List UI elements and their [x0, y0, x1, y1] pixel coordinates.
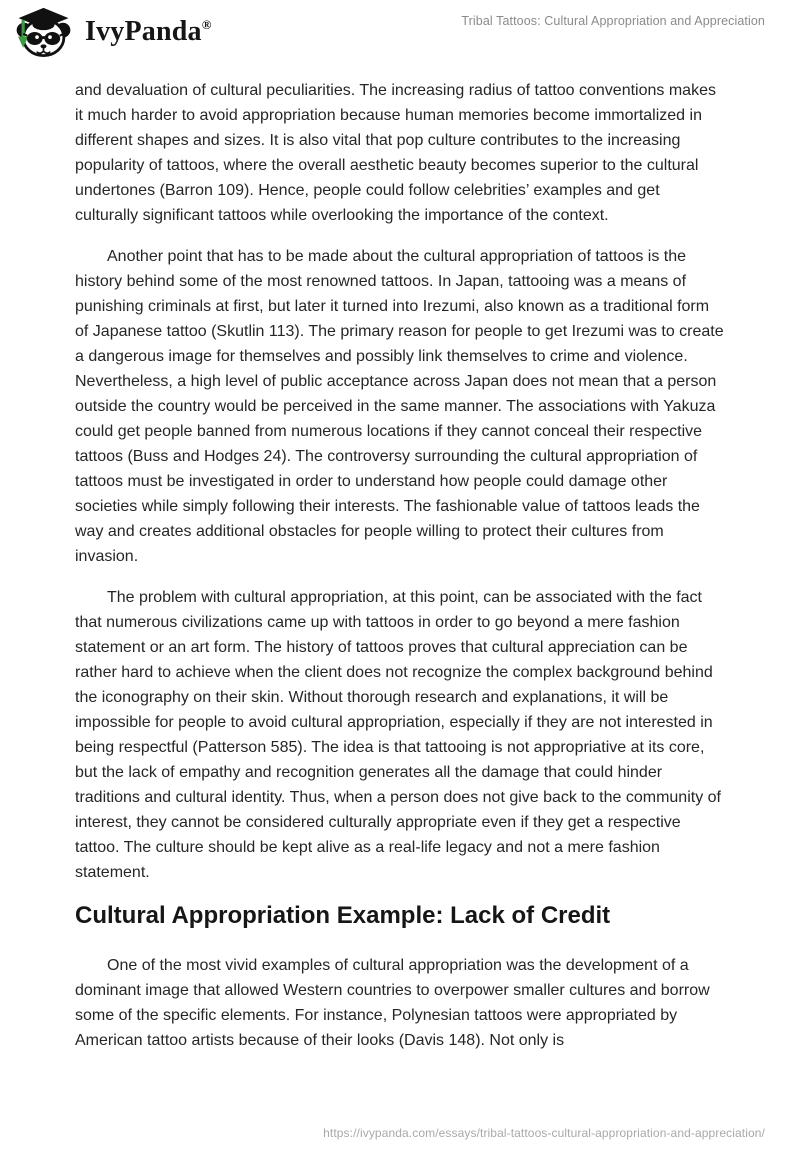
document-title: Tribal Tattoos: Cultural Appropriation and Appreciation	[461, 14, 765, 28]
registered-trademark: ®	[201, 17, 212, 32]
essay-body	[75, 78, 725, 1069]
footer-url: https://ivypanda.com/essays/tribal-tattoos-cultural-appropriation-and-appreciation/	[323, 1126, 765, 1140]
print-header	[0, 0, 800, 60]
paragraph: and devaluation of cultural peculiarities. The increasing radius of tattoo conventions makes it much harder to avoid appropriation because human memories become immortalized in different shapes and sizes. It is also vital that pop culture contributes to the increasing popularity of tattoos, where the overall aesthetic beauty becomes superior to the cultural undertones (Barron 109). Hence, people could follow celebrities’ examples and get culturally significant tattoos while overlooking the importance of the context.	[75, 82, 716, 224]
paragraph: Another point that has to be made about the cultural appropriation of tattoos is the history behind some of the most renowned tattoos. In Japan, tattooing was a means of punishing criminals at first, but later it turned into Irezumi, also known as a traditional form of Japanese tattoo (Skutlin 113). The primary reason for people to get Irezumi was to create a dangerous image for themselves and possibly link themselves to crime and violence. Nevertheless, a high level of public acceptance across Japan does not mean that a person outside the country would be perceived in the same manner. The associations with Yakuza could get people banned from numerous locations if they cannot conceal their respective tattoos (Buss and Hodges 24). The controversy surrounding the cultural appropriation of tattoos must be investigated in order to understand how people could damage other societies while simply following their interests. The fashionable value of tattoos leads the way and creates additional obstacles for people willing to protect their cultures from invasion.	[75, 248, 724, 565]
brand-wordmark: IvyPanda®	[85, 16, 212, 47]
print-footer	[0, 1126, 800, 1160]
section-heading: Cultural Appropriation Example: Lack of Credit	[75, 902, 611, 929]
paragraph: One of the most vivid examples of cultural appropriation was the development of a dominant image that allowed Western countries to overpower smaller cultures and borrow some of the specific elements. For instance, Polynesian tattoos were appropriated by American tattoo artists because of their looks (Davis 148). Not only is	[75, 957, 710, 1049]
brand	[13, 7, 212, 57]
panda-graduate-logo-icon	[13, 7, 74, 57]
paragraph: The problem with cultural appropriation, at this point, can be associated with the fact that numerous civilizations came up with tattoos in order to go beyond a mere fashion statement or an art form. The history of tattoos proves that cultural appreciation can be rather hard to achieve when the client does not recognize the complex background behind the iconography on their skin. Without thorough research and explanations, it will be impossible for people to avoid cultural appropriation, especially if they are not interested in being respectful (Patterson 585). The idea is that tattooing is not appropriative at its core, but the lack of empathy and recognition generates all the damage that could hinder traditions and cultural identity. Thus, when a person does not give back to the community of interest, they cannot be considered culturally appropriate even if they get a respective tattoo. The culture should be kept alive as a real-life legacy and not a mere fashion statement.	[75, 589, 721, 881]
